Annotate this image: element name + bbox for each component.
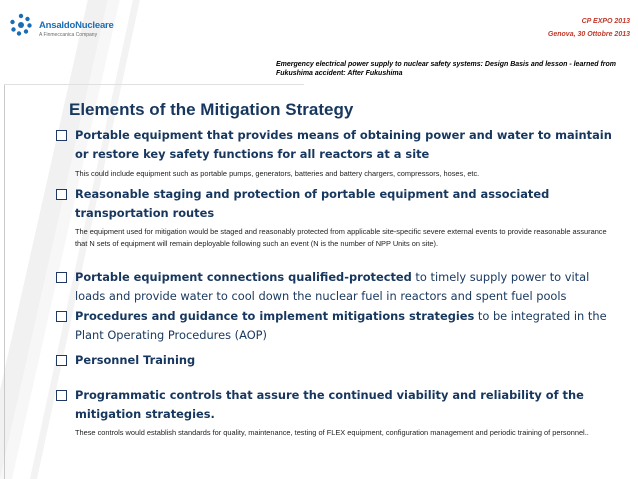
checkbox-bullet-icon xyxy=(56,130,67,141)
bullet-staging-protection xyxy=(56,185,616,223)
bullet-bold-text: Programmatic controls that assure the continued viability and reliability of the mitigation strategies. xyxy=(75,388,584,421)
bullet-bold-text: Portable equipment connections qualified-protected xyxy=(75,270,412,284)
event-name: CP EXPO 2013 xyxy=(581,18,630,25)
left-border-line xyxy=(4,84,5,479)
logo-tagline: A Finmeccanica Company xyxy=(39,32,98,38)
checkbox-bullet-icon xyxy=(56,390,67,401)
bullet-equipment-connections xyxy=(56,268,616,306)
bullet-personnel-training xyxy=(56,351,616,370)
bullet-programmatic-controls xyxy=(56,386,616,424)
bullet-detail: This could include equipment such as portable pumps, generators, batteries and battery chargers, compressors, hoses, etc. xyxy=(75,169,480,178)
bullet-detail: These controls would establish standards for quality, maintenance, testing of FLEX equipment, configuration management and periodic training of personnel.. xyxy=(75,428,589,437)
bullet-bold-text: Reasonable staging and protection of portable equipment and associated transportation routes xyxy=(75,187,550,220)
bullet-detail: The equipment used for mitigation would be staged and reasonably protected from applicable site-specific severe external events to provide reasonable assurance that N sets of equipment will remain deployable following such an event (N is the number of NPP Units on site). xyxy=(75,227,607,248)
slide-title: Elements of the Mitigation Strategy xyxy=(69,100,354,119)
checkbox-bullet-icon xyxy=(56,355,67,366)
event-location-date: Genova, 30 Ottobre 2013 xyxy=(547,31,630,38)
event-info xyxy=(548,15,630,41)
top-border-line xyxy=(4,84,304,85)
bullet-procedures-guidance xyxy=(56,307,616,345)
logo-star-icon xyxy=(8,12,34,38)
checkbox-bullet-icon xyxy=(56,311,67,322)
bullet-bold-text: Personnel Training xyxy=(75,353,196,367)
bullet-bold-text: Procedures and guidance to implement mitigations strategies xyxy=(75,309,475,323)
company-logo xyxy=(6,8,126,48)
logo-wordmark: AnsaldoNucleare xyxy=(39,20,114,31)
bullet-normal-text: to timely supply power to vital loads and provide water to cool down the nuclear fuel in reactors and spent fuel pools xyxy=(75,270,590,303)
presentation-title: Emergency electrical power supply to nuclear safety systems: Design Basis and lesson - learned from Fukushima accident: After Fukushima xyxy=(276,61,617,77)
checkbox-bullet-icon xyxy=(56,189,67,200)
checkbox-bullet-icon xyxy=(56,272,67,283)
bullet-portable-equipment xyxy=(56,126,616,164)
bullet-normal-text: to be integrated in the Plant Operating Procedures (AOP) xyxy=(75,309,607,342)
bullet-bold-text: Portable equipment that provides means of obtaining power and water to maintain or restore key safety functions for all reactors at a site xyxy=(75,128,612,161)
